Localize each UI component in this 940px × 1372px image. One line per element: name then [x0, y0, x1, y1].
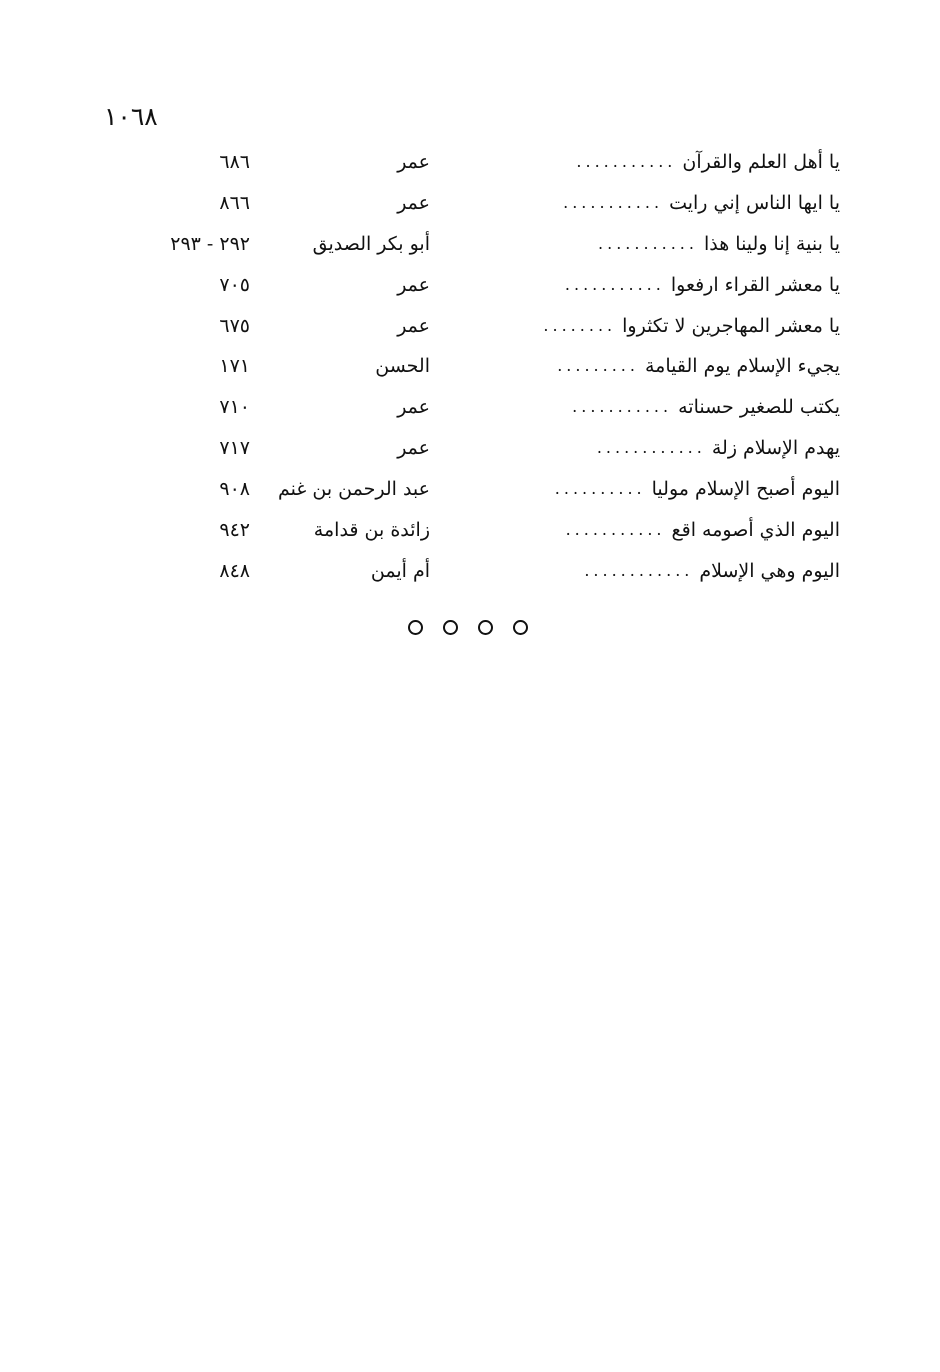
index-row: [0, 510, 940, 551]
index-page-ref: ٧١٠: [219, 396, 250, 419]
index-narrator: عمر: [397, 191, 430, 214]
index-page-ref: ٩٤٢: [219, 519, 250, 542]
leader-dots: ...........: [563, 192, 664, 212]
index-phrase-cell: [488, 142, 840, 182]
index-phrase: اليوم أصبح الإسلام موليا: [651, 478, 840, 501]
index-page-ref: ٧١٧: [219, 437, 250, 460]
index-phrase-cell: [488, 346, 840, 386]
circle-icon: [513, 620, 528, 635]
index-phrase-cell: [488, 510, 840, 550]
index-phrase: اليوم وهي الإسلام: [699, 559, 840, 582]
index-row: [0, 428, 940, 469]
leader-dots: ............: [584, 560, 694, 580]
page-number: ١٠٦٨: [104, 102, 158, 131]
index-row: [0, 551, 940, 592]
index-phrase: يا معشر المهاجرين لا تكثروا: [622, 314, 840, 337]
index-row: [0, 142, 940, 183]
circle-icon: [443, 620, 458, 635]
index-phrase-cell: [488, 551, 840, 591]
index-phrase-cell: [488, 469, 840, 509]
index-phrase-cell: [488, 183, 840, 223]
index-table: [0, 142, 940, 592]
index-phrase-cell: [488, 265, 840, 305]
end-ornament: [408, 612, 528, 642]
index-phrase-cell: [488, 387, 840, 427]
leader-dots: ...........: [564, 274, 665, 294]
leader-dots: ...........: [565, 520, 666, 540]
index-phrase: يهدم الإسلام زلة: [711, 437, 840, 460]
index-row: [0, 469, 940, 510]
index-page-ref: ٨٤٨: [219, 559, 250, 582]
index-page-ref: ٨٦٦: [219, 191, 250, 214]
index-row: [0, 387, 940, 428]
leader-dots: ...........: [572, 397, 673, 417]
index-narrator: زائدة بن قدامة: [313, 519, 430, 542]
leader-dots: ............: [596, 438, 706, 458]
index-page-ref: ٧٠٥: [219, 273, 250, 296]
leader-dots: ........: [543, 315, 617, 335]
index-page-ref: ٦٧٥: [219, 314, 250, 337]
index-page-ref: ٢٩٢ - ٢٩٣: [170, 232, 250, 255]
index-narrator: عبد الرحمن بن غنم: [278, 478, 430, 501]
index-narrator: عمر: [397, 273, 430, 296]
index-phrase-cell: [488, 428, 840, 468]
leader-dots: ...........: [576, 152, 677, 171]
index-narrator: الحسن: [375, 355, 430, 378]
index-narrator: أم أيمن: [370, 559, 430, 582]
index-page-ref: ٩٠٨: [219, 478, 250, 501]
circle-icon: [408, 620, 423, 635]
leader-dots: ...........: [598, 233, 698, 253]
index-row: [0, 224, 940, 265]
index-narrator: عمر: [397, 314, 430, 337]
index-phrase: يكتب للصغير حسناته: [678, 396, 840, 419]
index-row: [0, 265, 940, 306]
index-row: [0, 183, 940, 224]
circle-icon: [478, 620, 493, 635]
index-narrator: عمر: [397, 151, 430, 173]
index-page-ref: ٦٨٦: [219, 151, 250, 173]
leader-dots: ..........: [554, 479, 646, 499]
index-narrator: عمر: [397, 437, 430, 460]
index-phrase-cell: [488, 306, 840, 346]
index-phrase: اليوم الذي أصومه اقع: [671, 519, 840, 542]
index-narrator: عمر: [397, 396, 430, 419]
index-phrase: يا بنية إنا ولينا هذا: [703, 232, 840, 255]
leader-dots: .........: [557, 356, 639, 376]
index-row: [0, 306, 940, 347]
index-phrase: يجيء الإسلام يوم القيامة: [644, 355, 840, 378]
index-phrase-cell: [488, 224, 840, 264]
index-row: [0, 346, 940, 387]
index-page-ref: ١٧١: [219, 355, 250, 378]
index-phrase: يا معشر القراء ارفعوا: [670, 273, 840, 296]
index-phrase: يا أهل العلم والقرآن: [682, 151, 840, 173]
index-narrator: أبو بكر الصديق: [312, 232, 430, 255]
index-phrase: يا ايها الناس إني رايت: [669, 191, 840, 214]
